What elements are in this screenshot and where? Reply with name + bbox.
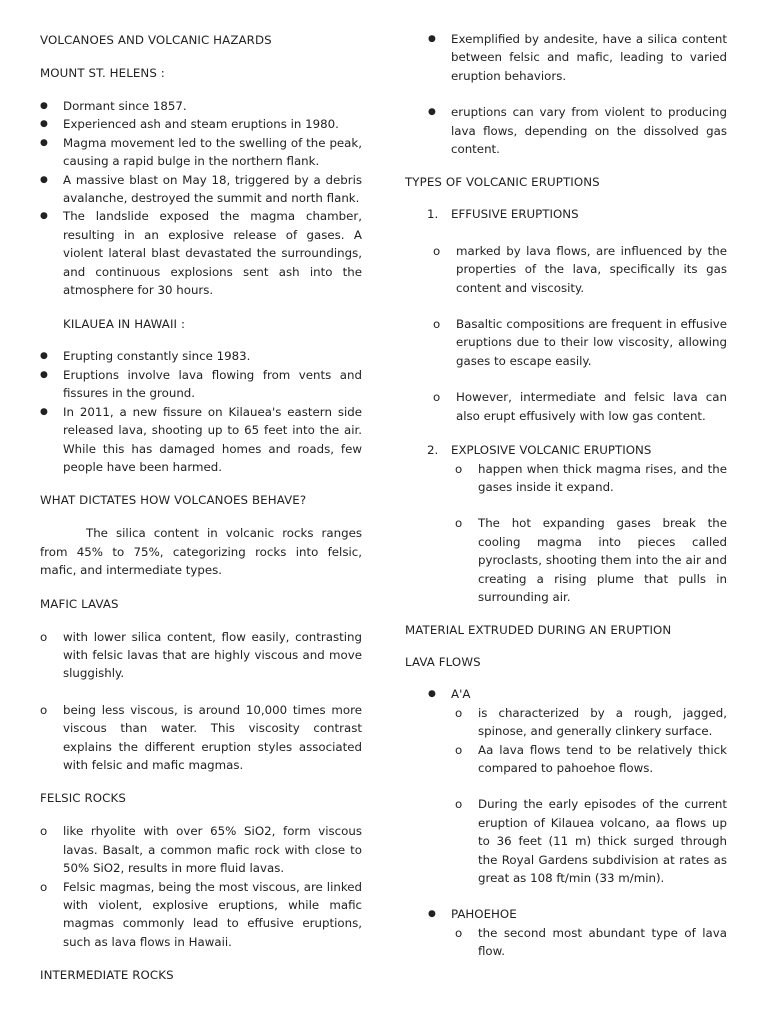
felsic-rocks-heading: FELSIC ROCKS (40, 791, 126, 806)
explosive-eruptions-list (455, 460, 727, 607)
list-item: o with lower silica content, flow easily, contrasting with felsic lavas that are highly viscous and move sluggishly. (40, 628, 362, 683)
list-item: o Felsic magmas, being the most viscous, are linked with violent, explosive eruptions, while mafic magmas commonly lead to effusive eruptions, such as lava flows in Hawaii. (40, 878, 362, 952)
extruded-material-heading: MATERIAL EXTRUDED DURING AN ERUPTION (405, 623, 672, 638)
pahoehoe-label: ● PAHOEHOE (428, 905, 727, 923)
effusive-eruptions-list (433, 242, 727, 425)
list-item: o the second most abundant type of lava flow. (455, 924, 727, 961)
effusive-eruptions-heading (405, 205, 727, 223)
list-item: ● Erupting constantly since 1983. (40, 347, 362, 365)
pahoehoe-section (428, 905, 727, 923)
list-item: o However, intermediate and felsic lava can also erupt effusively with low gas content. (433, 388, 727, 425)
felsic-rocks-list (40, 822, 362, 951)
list-item: ● Eruptions involve lava flowing from vents and fissures in the ground. (40, 366, 362, 403)
list-item: o The hot expanding gases break the cooling magma into pieces called pyroclasts, shooting them into the air and creating a rising plume that pulls in surrounding air. (455, 514, 727, 606)
mount-st-helens-list (40, 97, 362, 299)
list-item: o being less viscous, is around 10,000 times more viscous than water. This viscosity contrast explains the different eruption styles associated with felsic and mafic magmas. (40, 701, 362, 775)
pahoehoe-list (455, 924, 727, 961)
list-item: o Aa lava flows tend to be relatively thick compared to pahoehoe flows. (455, 741, 727, 778)
explosive-eruptions-heading (405, 441, 727, 459)
effusive-section (405, 205, 727, 223)
list-item: o is characterized by a rough, jagged, spinose, and generally clinkery surface. (455, 704, 727, 741)
intermediate-rocks-heading: INTERMEDIATE ROCKS (40, 968, 174, 983)
list-item: ● In 2011, a new fissure on Kilauea's eastern side released lava, shooting up to 65 feet into the air. While this has damaged homes and roads, few people have been harmed. (40, 403, 362, 477)
list-number: 2. (427, 443, 439, 458)
list-item: o happen when thick magma rises, and the gases inside it expand. (455, 460, 727, 497)
explosive-heading-text: EXPLOSIVE VOLCANIC ERUPTIONS (451, 443, 652, 458)
mafic-lavas-list (40, 628, 362, 775)
list-number: 1. (427, 207, 439, 222)
list-item: o Basaltic compositions are frequent in effusive eruptions due to their low viscosity, allowing gases to escape easily. (433, 315, 727, 370)
aa-list (455, 704, 727, 888)
kilauea-heading: KILAUEA IN HAWAII : (63, 317, 186, 332)
eruption-types-heading: TYPES OF VOLCANIC ERUPTIONS (405, 175, 600, 190)
silica-content-paragraph: The silica content in volcanic rocks ranges from 45% to 75%, categorizing rocks into felsic, mafic, and intermediate types. (40, 526, 362, 578)
right-column (405, 30, 727, 961)
mount-st-helens-heading: MOUNT ST. HELENS : (40, 66, 165, 80)
aa-section (428, 685, 727, 703)
list-item: o like rhyolite with over 65% SiO2, form viscous lavas. Basalt, a common mafic rock with close to 50% SiO2, results in more fluid lavas. (40, 822, 362, 877)
list-item: ● Magma movement led to the swelling of the peak, causing a rapid bulge in the northern flank. (40, 134, 362, 171)
left-column (40, 30, 362, 984)
list-item: ● Exemplified by andesite, have a silica content between felsic and mafic, leading to varied eruption behaviors. (428, 30, 727, 85)
list-item: ● eruptions can vary from violent to producing lava flows, depending on the dissolved gas content. (428, 103, 727, 158)
list-item: o marked by lava flows, are influenced by the properties of the lava, specifically its gas content and viscosity. (433, 242, 727, 297)
list-item: ● The landslide exposed the magma chamber, resulting in an explosive release of gases. A violent lateral blast devastated the surroundings, and continuous explosions sent ash into the atmosphere for 30 hours. (40, 207, 362, 299)
document-title: VOLCANOES AND VOLCANIC HAZARDS (40, 33, 272, 47)
list-item: ● Experienced ash and steam eruptions in 1980. (40, 115, 362, 133)
mafic-lavas-heading: MAFIC LAVAS (40, 596, 119, 611)
aa-label: ● A'A (428, 685, 727, 703)
lava-flows-heading: LAVA FLOWS (405, 655, 481, 670)
volcano-behavior-heading: WHAT DICTATES HOW VOLCANOES BEHAVE? (40, 493, 307, 508)
intermediate-rocks-list (428, 30, 727, 158)
list-item: ● Dormant since 1857. (40, 97, 362, 115)
explosive-section (405, 441, 727, 459)
list-item: o During the early episodes of the current eruption of Kilauea volcano, aa flows up to 36 feet (11 m) thick surged through the Royal Gardens subdivision at rates as great as 108 ft/min (33 m/min). (455, 795, 727, 887)
kilauea-list (40, 347, 362, 476)
effusive-heading-text: EFFUSIVE ERUPTIONS (451, 207, 579, 222)
list-item: ● A massive blast on May 18, triggered by a debris avalanche, destroyed the summit and north flank. (40, 171, 362, 208)
